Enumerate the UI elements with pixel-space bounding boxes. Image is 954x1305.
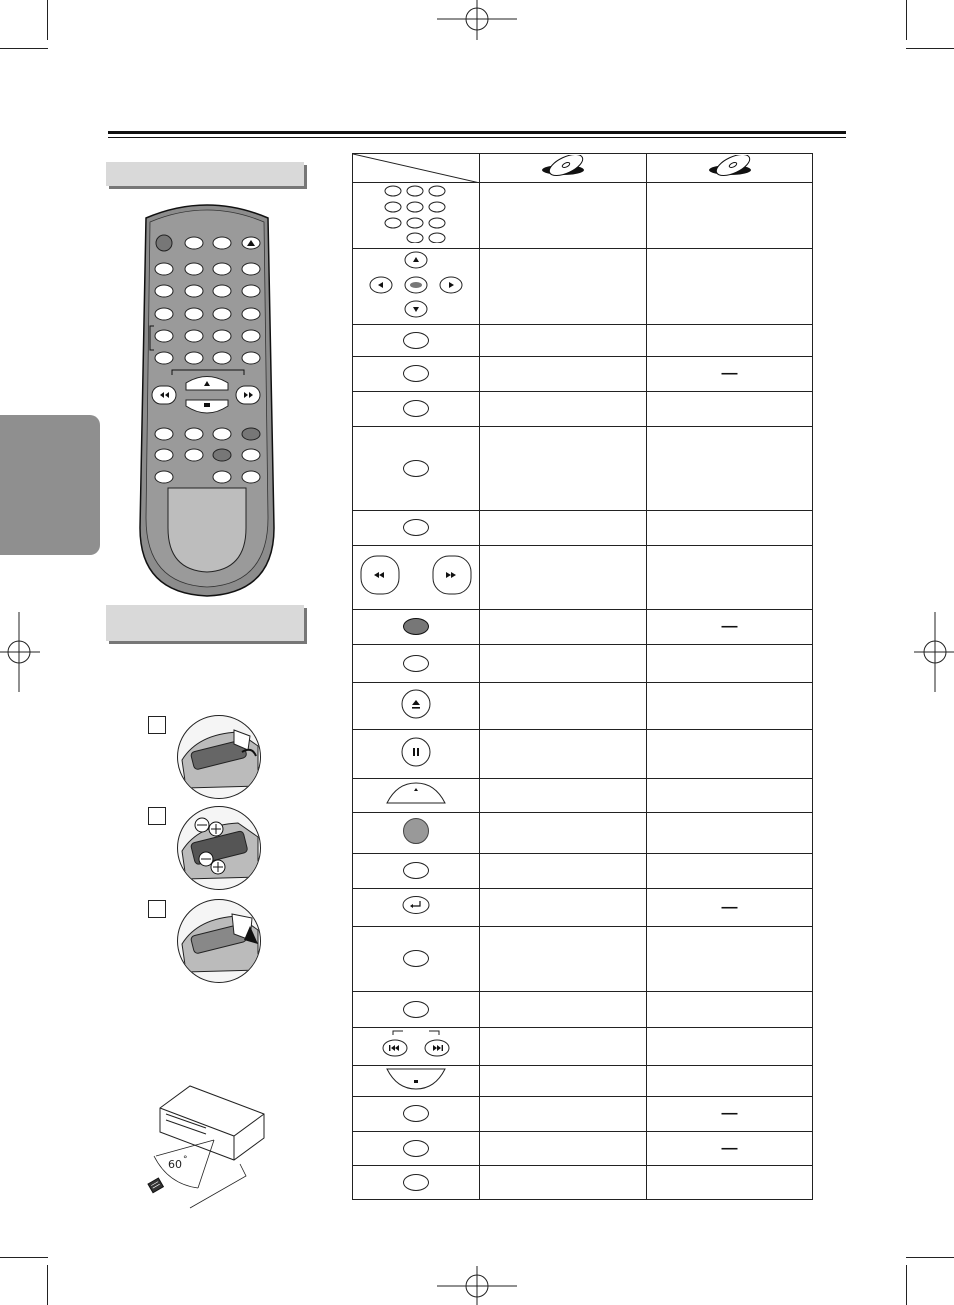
table-row [353,992,813,1028]
dvd-function-cell [480,546,647,610]
cd-function-cell [647,1066,813,1097]
power-button-icon [403,818,429,844]
return-icon [401,895,431,915]
table-row [353,427,813,511]
cd-function-cell [647,183,813,249]
dvd-function-cell [480,645,647,683]
angle-unit: ° [183,1155,188,1165]
button-icon-cell [353,730,480,779]
crop-mark [0,1257,48,1258]
dvd-function-cell [480,992,647,1028]
battery-step-3-illustration [177,899,261,983]
pause-icon [400,736,432,768]
dvd-function-cell [480,325,647,357]
cd-function-cell [647,610,813,645]
rewind-fastforward-icon [357,552,475,598]
dvd-function-cell [480,927,647,992]
dvd-function-cell [480,183,647,249]
remote-button-icon [403,1105,429,1122]
remote-button-icon [403,1001,429,1018]
button-icon-cell [353,779,480,813]
header-rule-thin [108,137,846,138]
button-function-table [352,153,813,1200]
button-icon-cell [353,854,480,889]
remote-control-illustration [138,198,276,598]
dvd-function-cell [480,427,647,511]
battery-step-1-box [148,716,166,734]
button-icon-cell [353,511,480,546]
registration-mark-right [914,612,954,692]
angle-label: 60 [168,1158,182,1171]
remote-button-icon [403,400,429,417]
dvd-function-cell [480,730,647,779]
table-row [353,325,813,357]
cd-function-cell [647,730,813,779]
remote-button-icon [403,950,429,967]
dvd-function-cell [480,1097,647,1132]
cd-function-cell [647,927,813,992]
button-icon-cell [353,813,480,854]
table-row [353,1166,813,1200]
dvd-function-cell [480,889,647,927]
battery-step-2-box [148,807,166,825]
button-icon-cell [353,683,480,730]
side-chapter-tab [0,415,100,555]
cd-function-cell [647,249,813,325]
header-dvd [480,154,647,183]
button-icon-cell [353,1166,480,1200]
remote-range-illustration [136,1080,270,1212]
table-row [353,813,813,854]
button-icon-cell [353,357,480,392]
remote-button-icon [403,332,429,349]
table-header-row [353,154,813,183]
table-row [353,249,813,325]
remote-button-icon [403,519,429,536]
cd-function-text: — [721,618,738,635]
table-row [353,1028,813,1066]
cd-function-cell [647,1028,813,1066]
section-heading-batteries [106,605,304,641]
crop-mark [47,0,48,40]
button-icon-cell [353,392,480,427]
cd-function-cell [647,645,813,683]
dvd-function-cell [480,1028,647,1066]
button-icon-cell [353,183,480,249]
dvd-function-cell [480,683,647,730]
arrow-pad-icon [361,249,471,319]
section-heading-remote [106,162,304,186]
button-icon-cell [353,1066,480,1097]
cd-function-cell [647,325,813,357]
button-icon-cell [353,1028,480,1066]
table-row [353,854,813,889]
battery-step-3-box [148,900,166,918]
header-diagonal-cell [353,154,480,183]
dvd-function-cell [480,511,647,546]
number-keys-icon [381,183,451,243]
cd-function-cell [647,683,813,730]
remote-button-icon [403,1174,429,1191]
header-rule-thick [108,131,846,134]
button-icon-cell [353,249,480,325]
play-icon [385,781,447,805]
remote-button-icon [403,1140,429,1157]
crop-mark [906,48,954,49]
stop-icon [385,1067,447,1091]
cd-function-text: — [721,1105,738,1122]
table-row [353,927,813,992]
dvd-disc-icon [540,155,586,177]
crop-mark [906,1265,907,1305]
dvd-function-cell [480,1166,647,1200]
cd-function-cell [647,854,813,889]
crop-mark [906,0,907,40]
cd-function-cell [647,1132,813,1166]
button-icon-cell [353,427,480,511]
table-row [353,1097,813,1132]
dvd-function-cell [480,1132,647,1166]
button-icon-cell [353,325,480,357]
dvd-function-cell [480,610,647,645]
table-row [353,1132,813,1166]
cd-function-cell [647,813,813,854]
cd-function-cell [647,1166,813,1200]
table-row [353,889,813,927]
dvd-function-cell [480,357,647,392]
cd-function-cell [647,779,813,813]
registration-mark-top [437,0,517,40]
button-icon-cell [353,1097,480,1132]
dvd-function-cell [480,779,647,813]
button-icon-cell [353,992,480,1028]
crop-mark [47,1265,48,1305]
button-icon-cell [353,546,480,610]
dvd-function-cell [480,1066,647,1097]
table-row [353,645,813,683]
button-icon-cell [353,927,480,992]
cd-function-text: — [721,365,738,382]
crop-mark [906,1257,954,1258]
cd-function-cell [647,1097,813,1132]
cd-function-cell [647,357,813,392]
cd-disc-icon [707,155,753,177]
dvd-function-cell [480,392,647,427]
table-row [353,357,813,392]
button-icon-cell [353,1132,480,1166]
battery-step-1-illustration [177,715,261,799]
remote-button-icon [403,862,429,879]
button-icon-cell [353,889,480,927]
table-row [353,183,813,249]
table-row [353,683,813,730]
remote-button-icon [403,655,429,672]
enter-button-icon [403,618,429,635]
remote-button-icon [403,365,429,382]
table-row [353,610,813,645]
cd-function-cell [647,546,813,610]
registration-mark-left [0,612,40,692]
table-row [353,779,813,813]
cd-function-cell [647,511,813,546]
header-cd [647,154,813,183]
cd-function-cell [647,992,813,1028]
button-icon-cell [353,645,480,683]
registration-mark-bottom [437,1266,517,1305]
dvd-function-cell [480,854,647,889]
cd-function-cell [647,427,813,511]
table-row [353,546,813,610]
cd-function-cell [647,392,813,427]
dvd-function-cell [480,249,647,325]
battery-step-2-illustration [177,806,261,890]
crop-mark [0,48,48,49]
skip-icon [381,1029,451,1059]
button-icon-cell [353,610,480,645]
eject-icon [400,688,432,720]
dvd-function-cell [480,813,647,854]
table-row [353,392,813,427]
cd-function-text: — [721,898,738,916]
table-row [353,730,813,779]
cd-function-text: — [721,1139,738,1157]
cd-function-cell [647,889,813,927]
table-row [353,1066,813,1097]
remote-button-icon [403,460,429,477]
table-row [353,511,813,546]
